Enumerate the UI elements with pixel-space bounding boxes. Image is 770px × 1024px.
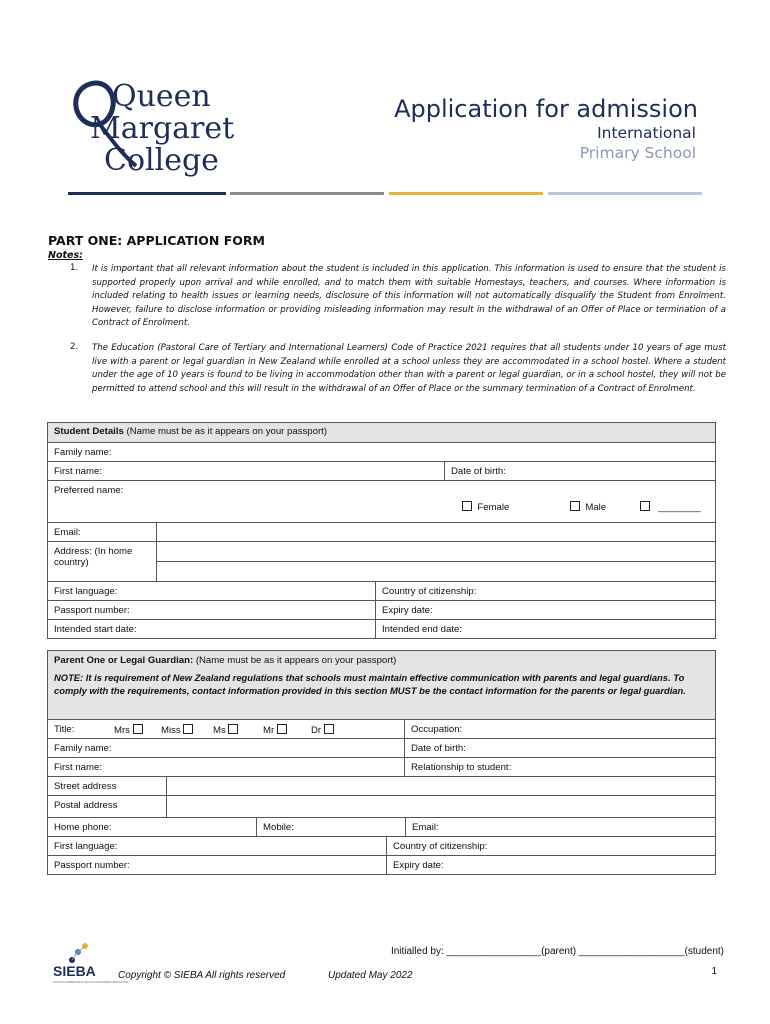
mobile-field[interactable]: [257, 818, 405, 836]
header-stripe-1: [68, 192, 226, 195]
note-text: The Education (Pastoral Care of Tertiary and International Learners) Code of Practice 2021 requires that all students under 10 years of age must live with a parent or legal guardian in New Zealand while enrolled at a school unless they are accommodated in a school hostel. Where a student under the age of 10 years is found to be living in accommodation other than with a parent or legal guardian, or in a school hostel, they will not be permitted to attend school and this will result in the withdrawal of an Offer of Place or the summary termination of a Contract of Enrolment.: [92, 343, 726, 394]
parent-first-language-field[interactable]: [48, 837, 386, 855]
title-mr-option[interactable]: [257, 720, 293, 738]
passport-label: Passport number:: [54, 605, 130, 616]
part-one-title: PART ONE: APPLICATION FORM: [48, 233, 265, 248]
sieba-logo: [52, 942, 129, 988]
parent-citizenship-field[interactable]: [387, 837, 715, 855]
relationship-label: Relationship to student:: [411, 762, 512, 773]
logo-word-3: College: [104, 143, 219, 178]
postal-address-input[interactable]: [167, 796, 715, 817]
miss-label: Miss: [161, 725, 181, 736]
student-details-note: (Name must be as it appears on your passport): [126, 426, 328, 437]
title-dr-option[interactable]: [305, 720, 340, 738]
parent-dob-field[interactable]: [405, 739, 715, 757]
parent-dob-label: Date of birth:: [411, 743, 466, 754]
student-email-input[interactable]: [157, 523, 715, 541]
gender-other-option[interactable]: [634, 497, 707, 522]
gender-female-option[interactable]: [456, 497, 515, 522]
citizenship-label: Country of citizenship:: [382, 586, 477, 597]
parent-family-name-label: Family name:: [54, 743, 112, 754]
street-address-input[interactable]: [167, 777, 715, 795]
family-name-field[interactable]: [48, 442, 715, 461]
parent-citizenship-label: Country of citizenship:: [393, 841, 488, 852]
parent-family-name-field[interactable]: [48, 739, 404, 757]
address-label: Address: (In home country): [54, 546, 133, 568]
title-mrs-option[interactable]: [108, 720, 149, 738]
title-ms-option[interactable]: [207, 720, 244, 738]
parent-passport-label: Passport number:: [54, 860, 130, 871]
gender-male-option[interactable]: [564, 497, 612, 522]
male-checkbox[interactable]: [570, 501, 580, 511]
logo-word-2: Margaret: [90, 111, 235, 146]
mrs-checkbox[interactable]: [133, 724, 143, 734]
ms-label: Ms: [213, 725, 226, 736]
form-title: Application for admission: [394, 95, 698, 123]
form-subtitle-international: International: [597, 124, 696, 142]
address-line-1-input[interactable]: [157, 542, 715, 560]
parent-first-language-label: First language:: [54, 841, 118, 852]
page-number: 1: [711, 966, 717, 977]
first-language-label: First language:: [54, 586, 118, 597]
mr-checkbox[interactable]: [277, 724, 287, 734]
parent-heading-note: (Name must be as it appears on your passport): [195, 655, 397, 666]
student-details-heading: Student Details: [54, 426, 124, 437]
dob-field[interactable]: [445, 462, 715, 480]
title-label: Title:: [54, 724, 75, 735]
other-checkbox[interactable]: [640, 501, 650, 511]
occupation-field[interactable]: [405, 720, 715, 738]
postal-address-label: Postal address: [54, 800, 118, 811]
parent-first-name-label: First name:: [54, 762, 102, 773]
family-name-label: Family name:: [54, 447, 112, 458]
parent-regulation-note: NOTE: It is requirement of New Zealand regulations that schools must maintain effective communication with parents and legal guardians. To comply with the requirements, contact information provided in this section MUST be the contact information for the parents or legal guardian.: [54, 672, 686, 696]
mobile-label: Mobile:: [263, 822, 294, 833]
first-name-field[interactable]: [48, 462, 444, 480]
preferred-name-label: Preferred name:: [54, 485, 124, 496]
email-label: Email:: [54, 527, 81, 538]
home-phone-label: Home phone:: [54, 822, 112, 833]
preferred-name-field[interactable]: [48, 481, 444, 522]
mr-label: Mr: [263, 725, 275, 736]
college-logo: [68, 78, 288, 178]
parent-details-table: [47, 650, 716, 875]
female-checkbox[interactable]: [462, 501, 472, 511]
end-date-label: Intended end date:: [382, 624, 463, 635]
copyright-text: Copyright © SIEBA All rights reserved: [118, 970, 286, 981]
home-phone-field[interactable]: [48, 818, 256, 836]
note-number: 1.: [70, 263, 79, 273]
note-number: 2.: [70, 342, 79, 352]
student-details-table: [47, 422, 716, 639]
title-miss-option[interactable]: [155, 720, 199, 738]
header-stripe-3: [389, 192, 543, 195]
male-label: Male: [585, 502, 607, 513]
occupation-label: Occupation:: [411, 724, 463, 735]
start-date-label: Intended start date:: [54, 624, 137, 635]
dr-checkbox[interactable]: [324, 724, 334, 734]
parent-first-name-field[interactable]: [48, 758, 404, 776]
parent-heading: Parent One or Legal Guardian:: [54, 655, 194, 666]
relationship-field[interactable]: [405, 758, 715, 776]
sieba-tagline: SCHOOLS INTERNATIONAL EDUCATION BUSINESS ASSOCIATION: [53, 981, 129, 984]
form-subtitle-school: Primary School: [579, 144, 696, 162]
parent-email-field[interactable]: [406, 818, 715, 836]
parent-email-label: Email:: [412, 822, 439, 833]
mrs-label: Mrs: [114, 725, 130, 736]
initialled-by-line[interactable]: Initialled by: _________________(parent) ___________________(student): [390, 946, 724, 957]
parent-details-header: [48, 651, 715, 719]
parent-expiry-label: Expiry date:: [393, 860, 444, 871]
street-address-label: Street address: [54, 781, 117, 792]
expiry-label: Expiry date:: [382, 605, 433, 616]
female-label: Female: [477, 502, 510, 513]
header-stripe-4: [548, 192, 702, 195]
notes-label: Notes:: [48, 250, 83, 261]
dob-label: Date of birth:: [451, 466, 506, 477]
ms-checkbox[interactable]: [228, 724, 238, 734]
first-name-label: First name:: [54, 466, 102, 477]
header-stripe-2: [230, 192, 384, 195]
updated-date: Updated May 2022: [328, 970, 413, 981]
parent-expiry-field[interactable]: [387, 856, 715, 874]
logo-word-1: Queen: [112, 79, 211, 114]
dr-label: Dr: [311, 725, 322, 736]
sieba-wordmark: SIEBA: [53, 963, 96, 979]
parent-passport-field[interactable]: [48, 856, 386, 874]
note-text: It is important that all relevant information about the student is included in this application. This information is used to ensure that the student is supported properly upon arrival and while enrolled, and to match them with suitable Homestays, teachers, and courses. Where information is included relating to health issues or learning needs, disclosure of this information will not automatically disqualify the Student from Enrolment. However, failure to disclose information or providing misleading information may result in the withdrawal of an Offer of Place or termination of a Contract of Enrolment.: [92, 264, 726, 329]
student-details-header: [48, 423, 715, 442]
other-label: ________: [658, 502, 701, 513]
miss-checkbox[interactable]: [183, 724, 193, 734]
